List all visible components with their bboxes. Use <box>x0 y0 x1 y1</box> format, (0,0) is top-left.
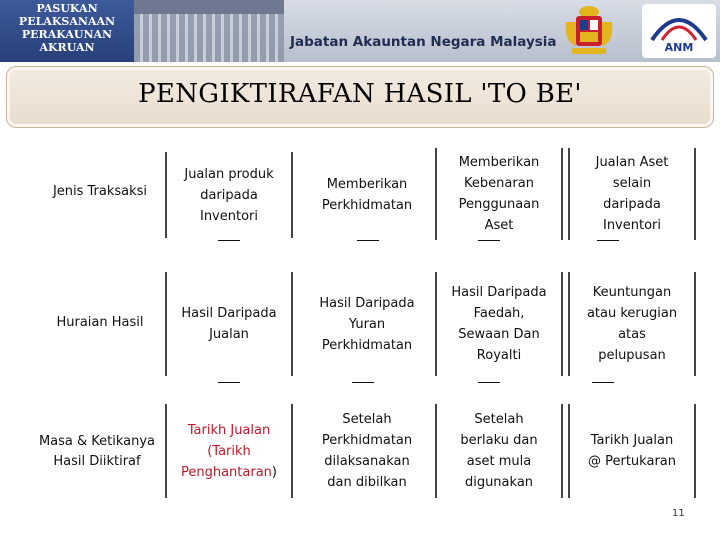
cell-r2-c1: Hasil Daripada Jualan <box>165 272 293 376</box>
malaysia-coat-of-arms-icon <box>560 2 618 60</box>
department-name: Jabatan Akauntan Negara Malaysia <box>290 34 557 50</box>
cell-r1-c2: Memberikan Perkhidmatan <box>321 177 413 213</box>
divider-r1-c3 <box>478 240 500 241</box>
divider-r2-c3 <box>478 382 500 383</box>
anm-logo-text: ANM <box>664 41 694 54</box>
cell-r3-c4: Tarikh Jualan @ Pertukaran <box>568 404 696 498</box>
cell-r1-c3: Memberikan Kebenaran Penggunaan Aset <box>435 148 563 240</box>
title-banner <box>6 66 714 128</box>
cell-r3-c1-closing-paren: ) <box>271 464 277 480</box>
cell-r3-c1 <box>165 404 293 498</box>
page-number: 11 <box>672 508 685 519</box>
cell-r2-c3: Hasil Daripada Faedah, Sewaan Dan Royalti <box>435 272 563 376</box>
row-label-transaction-type: Jenis Traksaksi <box>52 184 148 199</box>
page-title: PENGIKTIRAFAN HASIL 'TO BE' <box>138 79 582 109</box>
divider-r2-c1 <box>218 382 240 383</box>
row-label-revenue-description: Huraian Hasil <box>56 315 144 330</box>
cell-r3-c1-date-text: Tarikh Jualan (Tarikh Penghantaran <box>180 422 272 480</box>
building-roof <box>134 0 284 14</box>
cell-r3-c2: Setelah Perkhidmatan dilaksanakan dan dibilkan <box>321 412 413 490</box>
divider-r1-c4 <box>597 240 619 241</box>
org-name: PASUKAN PELAKSANAAN PERAKAUNAN AKRUAN <box>0 0 134 62</box>
cell-r2-c2: Hasil Daripada Yuran Perkhidmatan <box>319 295 415 353</box>
cell-r3-c3: Setelah berlaku dan aset mula digunakan <box>435 404 563 498</box>
divider-r2-c2 <box>352 382 374 383</box>
divider-r1-c1 <box>218 240 240 241</box>
divider-r2-c4 <box>592 382 614 383</box>
cell-r1-c1: Jualan produk daripada Inventori <box>165 152 293 238</box>
anm-logo <box>642 4 716 58</box>
cell-r1-c4: Jualan Aset selain daripada Inventori <box>568 148 696 240</box>
anm-arc-icon <box>642 4 716 44</box>
header-banner <box>0 0 720 62</box>
row-label-recognition-timing: Masa & Ketikanya Hasil Diiktiraf <box>38 434 156 469</box>
cell-r2-c4: Keuntungan atau kerugian atas pelupusan <box>568 272 696 376</box>
divider-r1-c2 <box>357 240 379 241</box>
